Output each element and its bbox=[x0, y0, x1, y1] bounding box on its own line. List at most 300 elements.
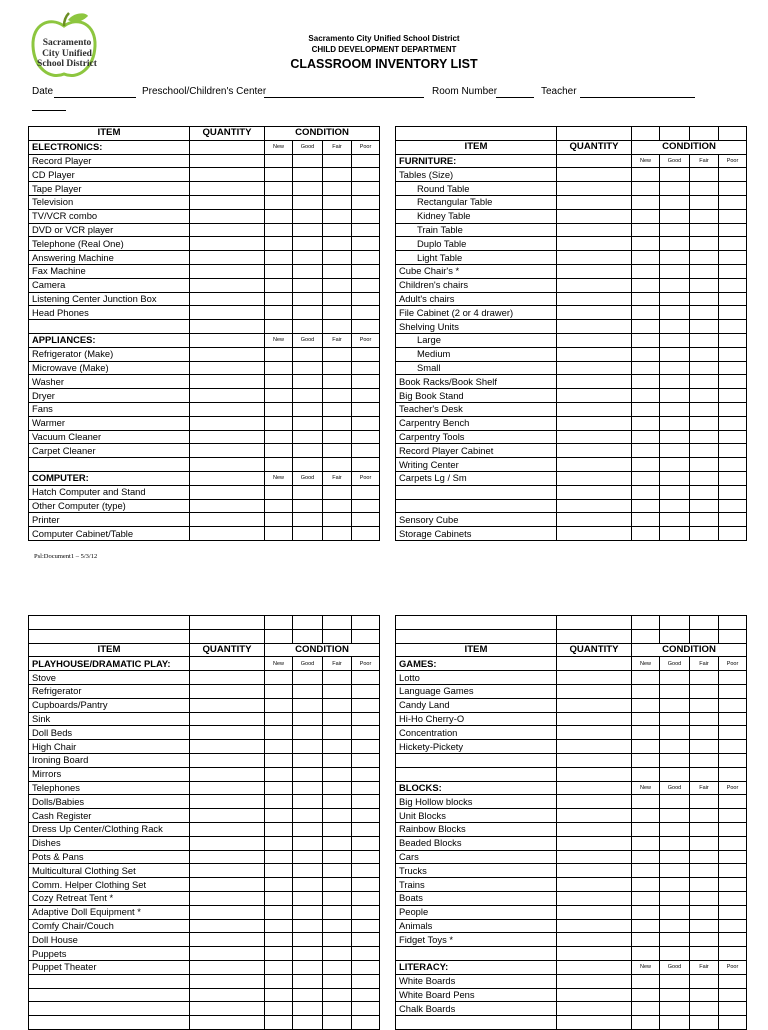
condition-new-cell[interactable] bbox=[265, 527, 293, 541]
quantity-cell[interactable] bbox=[190, 182, 265, 196]
condition-new-cell[interactable] bbox=[265, 726, 293, 740]
condition-new-cell[interactable] bbox=[632, 822, 660, 836]
condition-fair-cell[interactable] bbox=[690, 499, 719, 513]
condition-poor-cell[interactable] bbox=[352, 960, 380, 974]
condition-fair-cell[interactable] bbox=[323, 629, 352, 643]
quantity-cell[interactable] bbox=[190, 809, 265, 823]
quantity-cell[interactable] bbox=[557, 629, 632, 643]
condition-poor-cell[interactable] bbox=[719, 974, 747, 988]
condition-poor-cell[interactable] bbox=[352, 292, 380, 306]
condition-good-cell[interactable] bbox=[293, 933, 323, 947]
condition-good-cell[interactable] bbox=[660, 223, 690, 237]
condition-new-cell[interactable] bbox=[265, 361, 293, 375]
condition-new-cell[interactable] bbox=[265, 375, 293, 389]
condition-new-cell[interactable] bbox=[632, 375, 660, 389]
condition-fair-cell[interactable] bbox=[690, 471, 719, 485]
quantity-cell[interactable] bbox=[190, 361, 265, 375]
quantity-cell[interactable] bbox=[557, 375, 632, 389]
quantity-cell[interactable] bbox=[557, 767, 632, 781]
condition-poor-cell[interactable] bbox=[352, 154, 380, 168]
condition-new-cell[interactable] bbox=[632, 402, 660, 416]
condition-good-cell[interactable] bbox=[660, 864, 690, 878]
quantity-cell[interactable] bbox=[190, 767, 265, 781]
quantity-cell[interactable] bbox=[557, 726, 632, 740]
condition-new-cell[interactable] bbox=[265, 836, 293, 850]
condition-new-cell[interactable] bbox=[265, 933, 293, 947]
condition-good-cell[interactable] bbox=[293, 891, 323, 905]
condition-fair-cell[interactable] bbox=[690, 223, 719, 237]
condition-new-cell[interactable] bbox=[632, 237, 660, 251]
condition-new-cell[interactable] bbox=[265, 712, 293, 726]
condition-fair-cell[interactable] bbox=[323, 168, 352, 182]
condition-good-cell[interactable] bbox=[293, 616, 323, 630]
condition-fair-cell[interactable] bbox=[323, 933, 352, 947]
teacher-field-continued[interactable] bbox=[32, 110, 66, 111]
quantity-cell[interactable] bbox=[190, 471, 265, 485]
condition-new-cell[interactable] bbox=[265, 753, 293, 767]
condition-good-cell[interactable] bbox=[660, 905, 690, 919]
condition-fair-cell[interactable] bbox=[323, 781, 352, 795]
condition-new-cell[interactable] bbox=[265, 292, 293, 306]
quantity-cell[interactable] bbox=[190, 140, 265, 154]
condition-fair-cell[interactable] bbox=[690, 292, 719, 306]
condition-poor-cell[interactable] bbox=[719, 809, 747, 823]
quantity-cell[interactable] bbox=[190, 375, 265, 389]
quantity-cell[interactable] bbox=[557, 698, 632, 712]
quantity-cell[interactable] bbox=[190, 795, 265, 809]
condition-poor-cell[interactable] bbox=[719, 458, 747, 472]
quantity-cell[interactable] bbox=[190, 657, 265, 671]
quantity-cell[interactable] bbox=[190, 712, 265, 726]
quantity-cell[interactable] bbox=[190, 237, 265, 251]
condition-fair-cell[interactable] bbox=[690, 458, 719, 472]
quantity-cell[interactable] bbox=[190, 933, 265, 947]
condition-new-cell[interactable] bbox=[265, 1016, 293, 1030]
condition-poor-cell[interactable] bbox=[352, 616, 380, 630]
condition-poor-cell[interactable] bbox=[719, 795, 747, 809]
condition-good-cell[interactable] bbox=[293, 767, 323, 781]
condition-fair-cell[interactable] bbox=[323, 698, 352, 712]
condition-fair-cell[interactable] bbox=[323, 878, 352, 892]
quantity-cell[interactable] bbox=[557, 1016, 632, 1030]
condition-good-cell[interactable] bbox=[660, 698, 690, 712]
condition-good-cell[interactable] bbox=[293, 1002, 323, 1016]
condition-poor-cell[interactable] bbox=[352, 361, 380, 375]
condition-poor-cell[interactable] bbox=[352, 513, 380, 527]
quantity-cell[interactable] bbox=[557, 947, 632, 961]
condition-good-cell[interactable] bbox=[293, 836, 323, 850]
condition-poor-cell[interactable] bbox=[352, 278, 380, 292]
condition-poor-cell[interactable] bbox=[352, 306, 380, 320]
condition-good-cell[interactable] bbox=[293, 864, 323, 878]
quantity-cell[interactable] bbox=[557, 740, 632, 754]
condition-new-cell[interactable] bbox=[632, 891, 660, 905]
condition-new-cell[interactable] bbox=[265, 850, 293, 864]
condition-new-cell[interactable] bbox=[632, 974, 660, 988]
quantity-cell[interactable] bbox=[557, 822, 632, 836]
quantity-cell[interactable] bbox=[557, 933, 632, 947]
quantity-cell[interactable] bbox=[190, 306, 265, 320]
condition-poor-cell[interactable] bbox=[719, 767, 747, 781]
condition-new-cell[interactable] bbox=[265, 389, 293, 403]
quantity-cell[interactable] bbox=[557, 795, 632, 809]
condition-new-cell[interactable] bbox=[632, 361, 660, 375]
quantity-cell[interactable] bbox=[557, 485, 632, 499]
condition-fair-cell[interactable] bbox=[690, 850, 719, 864]
condition-fair-cell[interactable] bbox=[690, 278, 719, 292]
condition-new-cell[interactable] bbox=[265, 430, 293, 444]
condition-new-cell[interactable] bbox=[632, 878, 660, 892]
quantity-cell[interactable] bbox=[190, 891, 265, 905]
condition-poor-cell[interactable] bbox=[719, 878, 747, 892]
quantity-cell[interactable] bbox=[190, 919, 265, 933]
quantity-cell[interactable] bbox=[190, 389, 265, 403]
quantity-cell[interactable] bbox=[557, 209, 632, 223]
condition-new-cell[interactable] bbox=[265, 960, 293, 974]
quantity-cell[interactable] bbox=[557, 195, 632, 209]
condition-good-cell[interactable] bbox=[660, 767, 690, 781]
condition-good-cell[interactable] bbox=[660, 127, 690, 141]
condition-fair-cell[interactable] bbox=[323, 767, 352, 781]
condition-fair-cell[interactable] bbox=[323, 402, 352, 416]
condition-fair-cell[interactable] bbox=[323, 947, 352, 961]
condition-new-cell[interactable] bbox=[632, 527, 660, 541]
condition-fair-cell[interactable] bbox=[690, 891, 719, 905]
quantity-cell[interactable] bbox=[190, 527, 265, 541]
quantity-cell[interactable] bbox=[190, 1002, 265, 1016]
quantity-cell[interactable] bbox=[557, 864, 632, 878]
condition-poor-cell[interactable] bbox=[719, 333, 747, 347]
condition-good-cell[interactable] bbox=[293, 795, 323, 809]
condition-poor-cell[interactable] bbox=[352, 740, 380, 754]
condition-good-cell[interactable] bbox=[293, 458, 323, 472]
quantity-cell[interactable] bbox=[190, 864, 265, 878]
condition-good-cell[interactable] bbox=[660, 278, 690, 292]
condition-new-cell[interactable] bbox=[632, 905, 660, 919]
condition-poor-cell[interactable] bbox=[352, 168, 380, 182]
condition-fair-cell[interactable] bbox=[690, 209, 719, 223]
condition-fair-cell[interactable] bbox=[690, 361, 719, 375]
condition-good-cell[interactable] bbox=[660, 513, 690, 527]
condition-new-cell[interactable] bbox=[265, 513, 293, 527]
quantity-cell[interactable] bbox=[557, 684, 632, 698]
condition-new-cell[interactable] bbox=[265, 182, 293, 196]
quantity-cell[interactable] bbox=[190, 320, 265, 334]
condition-new-cell[interactable] bbox=[265, 891, 293, 905]
condition-new-cell[interactable] bbox=[265, 864, 293, 878]
condition-good-cell[interactable] bbox=[660, 878, 690, 892]
condition-good-cell[interactable] bbox=[660, 237, 690, 251]
condition-poor-cell[interactable] bbox=[352, 237, 380, 251]
condition-new-cell[interactable] bbox=[265, 698, 293, 712]
condition-fair-cell[interactable] bbox=[323, 430, 352, 444]
condition-fair-cell[interactable] bbox=[690, 251, 719, 265]
condition-good-cell[interactable] bbox=[660, 740, 690, 754]
condition-poor-cell[interactable] bbox=[719, 278, 747, 292]
quantity-cell[interactable] bbox=[190, 878, 265, 892]
quantity-cell[interactable] bbox=[190, 850, 265, 864]
condition-fair-cell[interactable] bbox=[690, 988, 719, 1002]
quantity-cell[interactable] bbox=[557, 333, 632, 347]
condition-new-cell[interactable] bbox=[632, 278, 660, 292]
condition-new-cell[interactable] bbox=[632, 684, 660, 698]
date-field[interactable] bbox=[54, 97, 136, 98]
condition-good-cell[interactable] bbox=[293, 347, 323, 361]
quantity-cell[interactable] bbox=[557, 306, 632, 320]
condition-good-cell[interactable] bbox=[660, 416, 690, 430]
condition-good-cell[interactable] bbox=[660, 527, 690, 541]
condition-good-cell[interactable] bbox=[660, 753, 690, 767]
condition-fair-cell[interactable] bbox=[690, 430, 719, 444]
quantity-cell[interactable] bbox=[190, 292, 265, 306]
condition-good-cell[interactable] bbox=[660, 795, 690, 809]
quantity-cell[interactable] bbox=[557, 154, 632, 168]
quantity-cell[interactable] bbox=[190, 616, 265, 630]
condition-good-cell[interactable] bbox=[293, 726, 323, 740]
condition-fair-cell[interactable] bbox=[690, 168, 719, 182]
condition-good-cell[interactable] bbox=[660, 616, 690, 630]
condition-good-cell[interactable] bbox=[660, 375, 690, 389]
condition-new-cell[interactable] bbox=[265, 988, 293, 1002]
condition-poor-cell[interactable] bbox=[719, 684, 747, 698]
condition-poor-cell[interactable] bbox=[352, 822, 380, 836]
condition-poor-cell[interactable] bbox=[352, 698, 380, 712]
quantity-cell[interactable] bbox=[557, 850, 632, 864]
condition-new-cell[interactable] bbox=[632, 616, 660, 630]
condition-fair-cell[interactable] bbox=[690, 822, 719, 836]
condition-new-cell[interactable] bbox=[632, 182, 660, 196]
condition-poor-cell[interactable] bbox=[719, 444, 747, 458]
condition-good-cell[interactable] bbox=[660, 933, 690, 947]
quantity-cell[interactable] bbox=[190, 402, 265, 416]
quantity-cell[interactable] bbox=[190, 168, 265, 182]
condition-poor-cell[interactable] bbox=[719, 836, 747, 850]
condition-new-cell[interactable] bbox=[632, 947, 660, 961]
condition-poor-cell[interactable] bbox=[719, 209, 747, 223]
condition-new-cell[interactable] bbox=[265, 416, 293, 430]
condition-good-cell[interactable] bbox=[293, 361, 323, 375]
condition-good-cell[interactable] bbox=[660, 306, 690, 320]
condition-poor-cell[interactable] bbox=[719, 195, 747, 209]
condition-new-cell[interactable] bbox=[632, 513, 660, 527]
condition-new-cell[interactable] bbox=[265, 671, 293, 685]
condition-fair-cell[interactable] bbox=[690, 712, 719, 726]
condition-fair-cell[interactable] bbox=[690, 878, 719, 892]
condition-good-cell[interactable] bbox=[660, 629, 690, 643]
condition-new-cell[interactable] bbox=[632, 933, 660, 947]
condition-good-cell[interactable] bbox=[293, 850, 323, 864]
condition-new-cell[interactable] bbox=[632, 292, 660, 306]
condition-poor-cell[interactable] bbox=[719, 947, 747, 961]
condition-poor-cell[interactable] bbox=[719, 320, 747, 334]
condition-new-cell[interactable] bbox=[632, 209, 660, 223]
condition-fair-cell[interactable] bbox=[690, 740, 719, 754]
quantity-cell[interactable] bbox=[557, 753, 632, 767]
condition-new-cell[interactable] bbox=[265, 767, 293, 781]
quantity-cell[interactable] bbox=[190, 251, 265, 265]
condition-new-cell[interactable] bbox=[632, 1016, 660, 1030]
condition-good-cell[interactable] bbox=[293, 809, 323, 823]
condition-fair-cell[interactable] bbox=[323, 684, 352, 698]
condition-fair-cell[interactable] bbox=[690, 347, 719, 361]
condition-fair-cell[interactable] bbox=[323, 836, 352, 850]
condition-good-cell[interactable] bbox=[293, 209, 323, 223]
condition-poor-cell[interactable] bbox=[719, 182, 747, 196]
condition-new-cell[interactable] bbox=[265, 168, 293, 182]
condition-good-cell[interactable] bbox=[660, 1016, 690, 1030]
condition-fair-cell[interactable] bbox=[323, 712, 352, 726]
quantity-cell[interactable] bbox=[557, 919, 632, 933]
condition-fair-cell[interactable] bbox=[323, 919, 352, 933]
condition-poor-cell[interactable] bbox=[719, 513, 747, 527]
condition-good-cell[interactable] bbox=[293, 822, 323, 836]
condition-fair-cell[interactable] bbox=[690, 333, 719, 347]
condition-poor-cell[interactable] bbox=[719, 402, 747, 416]
condition-good-cell[interactable] bbox=[293, 237, 323, 251]
quantity-cell[interactable] bbox=[557, 471, 632, 485]
quantity-cell[interactable] bbox=[190, 671, 265, 685]
condition-new-cell[interactable] bbox=[632, 306, 660, 320]
condition-fair-cell[interactable] bbox=[323, 988, 352, 1002]
condition-poor-cell[interactable] bbox=[352, 430, 380, 444]
condition-poor-cell[interactable] bbox=[352, 347, 380, 361]
condition-new-cell[interactable] bbox=[632, 168, 660, 182]
condition-poor-cell[interactable] bbox=[352, 223, 380, 237]
quantity-cell[interactable] bbox=[190, 781, 265, 795]
quantity-cell[interactable] bbox=[190, 209, 265, 223]
condition-new-cell[interactable] bbox=[632, 485, 660, 499]
quantity-cell[interactable] bbox=[190, 753, 265, 767]
condition-fair-cell[interactable] bbox=[690, 836, 719, 850]
condition-new-cell[interactable] bbox=[632, 430, 660, 444]
condition-poor-cell[interactable] bbox=[352, 671, 380, 685]
condition-poor-cell[interactable] bbox=[719, 375, 747, 389]
quantity-cell[interactable] bbox=[190, 333, 265, 347]
quantity-cell[interactable] bbox=[557, 974, 632, 988]
condition-new-cell[interactable] bbox=[265, 1002, 293, 1016]
quantity-cell[interactable] bbox=[557, 836, 632, 850]
quantity-cell[interactable] bbox=[557, 251, 632, 265]
condition-poor-cell[interactable] bbox=[352, 209, 380, 223]
condition-new-cell[interactable] bbox=[265, 402, 293, 416]
condition-new-cell[interactable] bbox=[632, 333, 660, 347]
condition-fair-cell[interactable] bbox=[690, 864, 719, 878]
condition-good-cell[interactable] bbox=[293, 416, 323, 430]
condition-new-cell[interactable] bbox=[632, 671, 660, 685]
quantity-cell[interactable] bbox=[557, 361, 632, 375]
condition-poor-cell[interactable] bbox=[352, 499, 380, 513]
quantity-cell[interactable] bbox=[190, 195, 265, 209]
quantity-cell[interactable] bbox=[557, 264, 632, 278]
condition-good-cell[interactable] bbox=[293, 740, 323, 754]
condition-poor-cell[interactable] bbox=[719, 864, 747, 878]
condition-new-cell[interactable] bbox=[632, 740, 660, 754]
condition-new-cell[interactable] bbox=[265, 237, 293, 251]
condition-fair-cell[interactable] bbox=[690, 416, 719, 430]
condition-new-cell[interactable] bbox=[632, 458, 660, 472]
condition-poor-cell[interactable] bbox=[352, 864, 380, 878]
condition-fair-cell[interactable] bbox=[690, 527, 719, 541]
condition-poor-cell[interactable] bbox=[719, 168, 747, 182]
condition-good-cell[interactable] bbox=[660, 836, 690, 850]
quantity-cell[interactable] bbox=[557, 781, 632, 795]
quantity-cell[interactable] bbox=[190, 1016, 265, 1030]
condition-fair-cell[interactable] bbox=[323, 671, 352, 685]
condition-poor-cell[interactable] bbox=[352, 182, 380, 196]
condition-good-cell[interactable] bbox=[293, 988, 323, 1002]
condition-good-cell[interactable] bbox=[660, 182, 690, 196]
condition-fair-cell[interactable] bbox=[323, 361, 352, 375]
quantity-cell[interactable] bbox=[557, 891, 632, 905]
condition-fair-cell[interactable] bbox=[323, 251, 352, 265]
condition-new-cell[interactable] bbox=[632, 836, 660, 850]
condition-good-cell[interactable] bbox=[660, 209, 690, 223]
condition-new-cell[interactable] bbox=[265, 154, 293, 168]
quantity-cell[interactable] bbox=[557, 292, 632, 306]
condition-new-cell[interactable] bbox=[632, 195, 660, 209]
quantity-cell[interactable] bbox=[557, 444, 632, 458]
condition-good-cell[interactable] bbox=[293, 278, 323, 292]
condition-good-cell[interactable] bbox=[293, 430, 323, 444]
condition-new-cell[interactable] bbox=[632, 264, 660, 278]
condition-poor-cell[interactable] bbox=[352, 809, 380, 823]
condition-good-cell[interactable] bbox=[660, 430, 690, 444]
condition-poor-cell[interactable] bbox=[352, 933, 380, 947]
condition-new-cell[interactable] bbox=[632, 850, 660, 864]
quantity-cell[interactable] bbox=[557, 182, 632, 196]
quantity-cell[interactable] bbox=[190, 684, 265, 698]
condition-fair-cell[interactable] bbox=[690, 809, 719, 823]
condition-fair-cell[interactable] bbox=[323, 347, 352, 361]
condition-poor-cell[interactable] bbox=[352, 402, 380, 416]
condition-poor-cell[interactable] bbox=[719, 361, 747, 375]
condition-new-cell[interactable] bbox=[265, 306, 293, 320]
condition-poor-cell[interactable] bbox=[719, 616, 747, 630]
condition-poor-cell[interactable] bbox=[352, 629, 380, 643]
condition-fair-cell[interactable] bbox=[690, 905, 719, 919]
condition-good-cell[interactable] bbox=[660, 195, 690, 209]
condition-poor-cell[interactable] bbox=[719, 389, 747, 403]
condition-new-cell[interactable] bbox=[632, 698, 660, 712]
condition-good-cell[interactable] bbox=[293, 499, 323, 513]
condition-new-cell[interactable] bbox=[632, 726, 660, 740]
quantity-cell[interactable] bbox=[190, 974, 265, 988]
condition-poor-cell[interactable] bbox=[719, 485, 747, 499]
condition-fair-cell[interactable] bbox=[690, 444, 719, 458]
condition-poor-cell[interactable] bbox=[719, 292, 747, 306]
condition-poor-cell[interactable] bbox=[352, 919, 380, 933]
quantity-cell[interactable] bbox=[557, 616, 632, 630]
condition-new-cell[interactable] bbox=[265, 947, 293, 961]
condition-fair-cell[interactable] bbox=[690, 195, 719, 209]
condition-fair-cell[interactable] bbox=[323, 209, 352, 223]
quantity-cell[interactable] bbox=[557, 430, 632, 444]
condition-poor-cell[interactable] bbox=[719, 891, 747, 905]
condition-poor-cell[interactable] bbox=[352, 264, 380, 278]
condition-new-cell[interactable] bbox=[632, 767, 660, 781]
condition-good-cell[interactable] bbox=[660, 919, 690, 933]
condition-new-cell[interactable] bbox=[632, 223, 660, 237]
condition-good-cell[interactable] bbox=[293, 919, 323, 933]
condition-fair-cell[interactable] bbox=[323, 389, 352, 403]
condition-fair-cell[interactable] bbox=[690, 933, 719, 947]
quantity-cell[interactable] bbox=[557, 905, 632, 919]
condition-good-cell[interactable] bbox=[293, 960, 323, 974]
condition-poor-cell[interactable] bbox=[352, 527, 380, 541]
condition-poor-cell[interactable] bbox=[719, 499, 747, 513]
quantity-cell[interactable] bbox=[557, 809, 632, 823]
condition-new-cell[interactable] bbox=[265, 781, 293, 795]
